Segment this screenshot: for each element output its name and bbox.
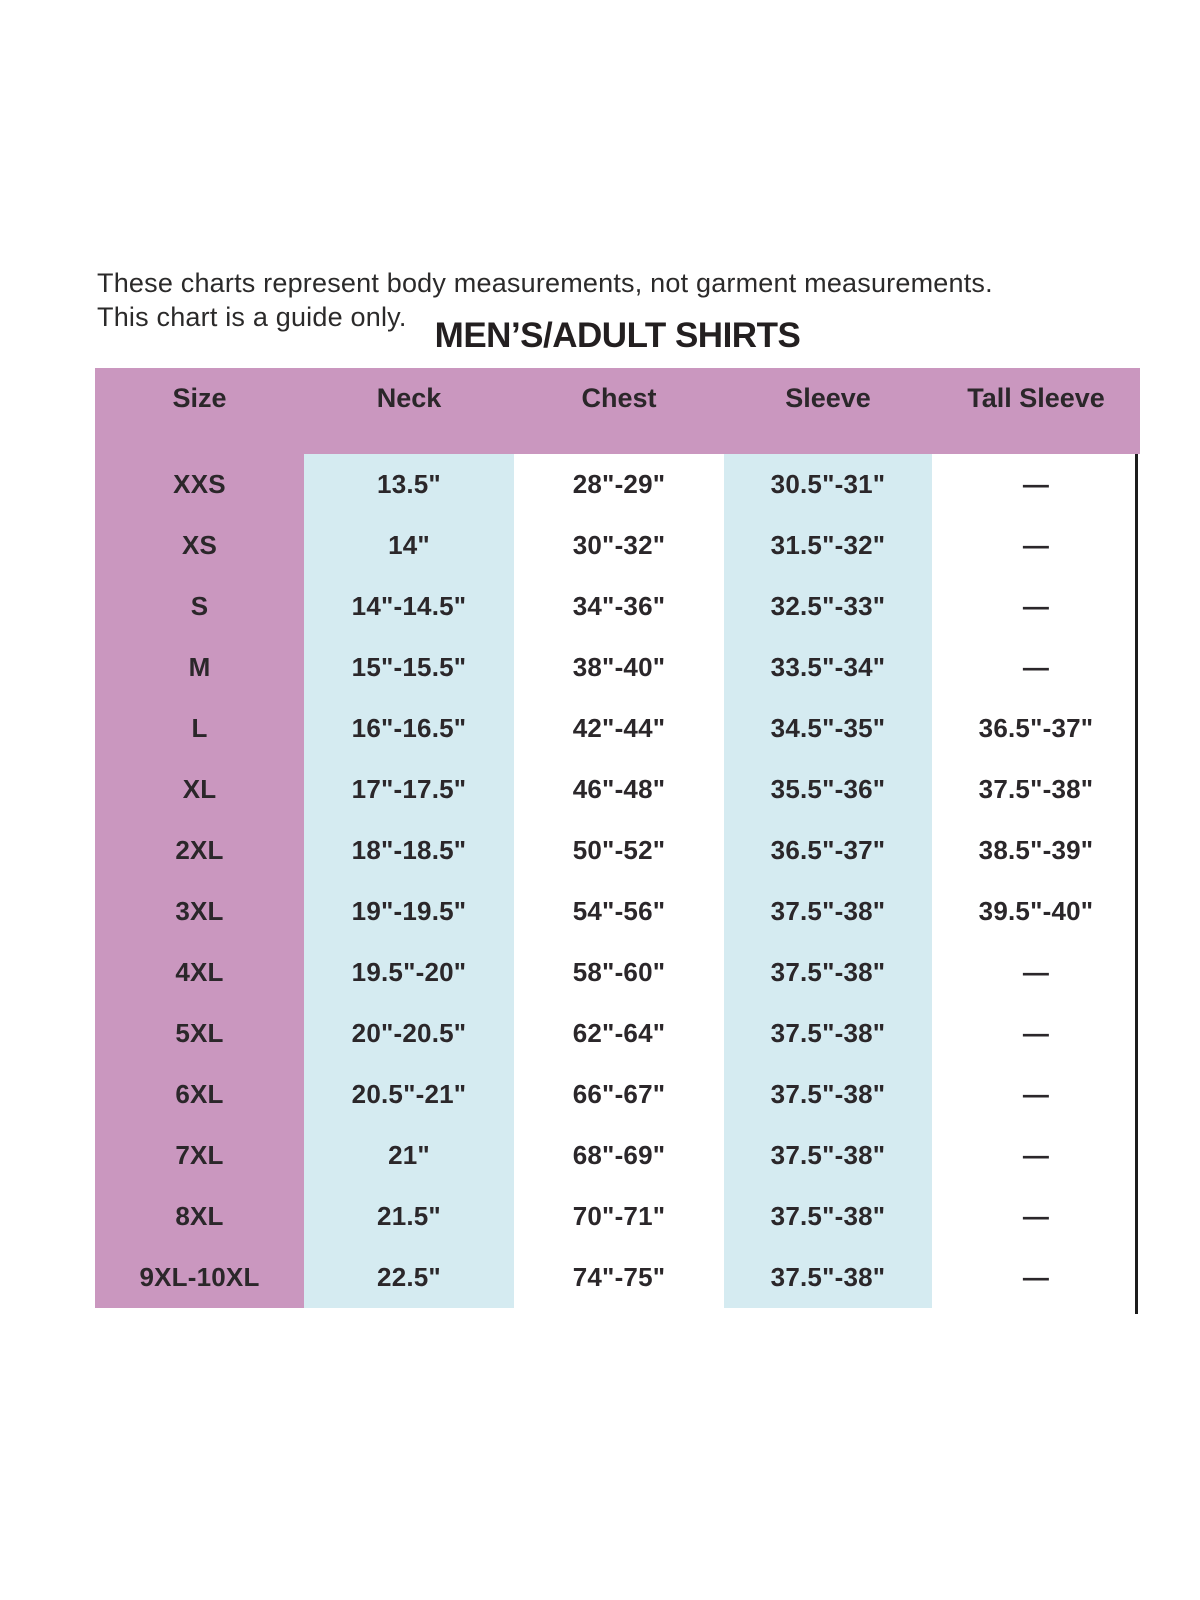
- table-row: [95, 820, 1140, 881]
- table-row: [95, 698, 1140, 759]
- neck-cell: 13.5": [304, 454, 514, 515]
- sleeve-cell: 37.5"-38": [724, 1125, 932, 1186]
- chest-cell: 68"-69": [514, 1125, 724, 1186]
- table-row: [95, 1186, 1140, 1247]
- table-row: [95, 454, 1140, 515]
- column-header-size: Size: [172, 383, 227, 413]
- sleeve-cell: 30.5"-31": [724, 454, 932, 515]
- tall-sleeve-cell: 36.5"-37": [932, 698, 1140, 759]
- table-right-border-line: [1135, 454, 1138, 1314]
- neck-cell: 16"-16.5": [304, 698, 514, 759]
- chest-cell: 74"-75": [514, 1247, 724, 1308]
- table-row: [95, 881, 1140, 942]
- neck-cell: 21": [304, 1125, 514, 1186]
- neck-cell: 22.5": [304, 1247, 514, 1308]
- column-header-sleeve: Sleeve: [785, 383, 871, 413]
- size-cell: 6XL: [95, 1064, 304, 1125]
- table-row: [95, 1125, 1140, 1186]
- table-row: [95, 515, 1140, 576]
- page-title: MEN’S/ADULT SHIRTS: [434, 316, 801, 355]
- tall-sleeve-cell: —: [932, 1064, 1140, 1125]
- size-cell: 3XL: [95, 881, 304, 942]
- sleeve-cell: 37.5"-38": [724, 1186, 932, 1247]
- sleeve-cell: 37.5"-38": [724, 1003, 932, 1064]
- size-cell: L: [95, 698, 304, 759]
- tall-sleeve-cell: —: [932, 942, 1140, 1003]
- neck-cell: 20.5"-21": [304, 1064, 514, 1125]
- neck-cell: 14": [304, 515, 514, 576]
- sleeve-cell: 36.5"-37": [724, 820, 932, 881]
- table-row: [95, 942, 1140, 1003]
- sleeve-cell: 35.5"-36": [724, 759, 932, 820]
- size-cell: 7XL: [95, 1125, 304, 1186]
- disclaimer-line-2: This chart is a guide only.: [97, 302, 407, 332]
- chest-cell: 30"-32": [514, 515, 724, 576]
- neck-cell: 19.5"-20": [304, 942, 514, 1003]
- sleeve-cell: 37.5"-38": [724, 1064, 932, 1125]
- size-cell: XXS: [95, 454, 304, 515]
- table-row: [95, 1247, 1140, 1308]
- tall-sleeve-cell: —: [932, 1125, 1140, 1186]
- column-header-chest: Chest: [581, 383, 657, 413]
- chest-cell: 66"-67": [514, 1064, 724, 1125]
- tall-sleeve-cell: —: [932, 1247, 1140, 1308]
- table-row: [95, 576, 1140, 637]
- table-row: [95, 1003, 1140, 1064]
- tall-sleeve-cell: 37.5"-38": [932, 759, 1140, 820]
- tall-sleeve-cell: —: [932, 1186, 1140, 1247]
- sleeve-cell: 37.5"-38": [724, 942, 932, 1003]
- size-cell: 2XL: [95, 820, 304, 881]
- tall-sleeve-cell: —: [932, 1003, 1140, 1064]
- chest-cell: 54"-56": [514, 881, 724, 942]
- size-cell: 8XL: [95, 1186, 304, 1247]
- chest-cell: 58"-60": [514, 942, 724, 1003]
- neck-cell: 14"-14.5": [304, 576, 514, 637]
- size-cell: S: [95, 576, 304, 637]
- chest-cell: 46"-48": [514, 759, 724, 820]
- sleeve-cell: 33.5"-34": [724, 637, 932, 698]
- size-cell: XL: [95, 759, 304, 820]
- table-row: [95, 1064, 1140, 1125]
- sleeve-cell: 31.5"-32": [724, 515, 932, 576]
- chest-cell: 38"-40": [514, 637, 724, 698]
- column-header-tall-sleeve: Tall Sleeve: [967, 383, 1105, 413]
- size-cell: 5XL: [95, 1003, 304, 1064]
- neck-cell: 19"-19.5": [304, 881, 514, 942]
- tall-sleeve-cell: —: [932, 637, 1140, 698]
- table-body: [95, 454, 1140, 1308]
- size-cell: 4XL: [95, 942, 304, 1003]
- sleeve-cell: 34.5"-35": [724, 698, 932, 759]
- chest-cell: 28"-29": [514, 454, 724, 515]
- chest-cell: 42"-44": [514, 698, 724, 759]
- tall-sleeve-cell: 39.5"-40": [932, 881, 1140, 942]
- table-row: [95, 637, 1140, 698]
- neck-cell: 21.5": [304, 1186, 514, 1247]
- sleeve-cell: 37.5"-38": [724, 1247, 932, 1308]
- size-cell: 9XL-10XL: [95, 1247, 304, 1308]
- neck-cell: 20"-20.5": [304, 1003, 514, 1064]
- tall-sleeve-cell: 38.5"-39": [932, 820, 1140, 881]
- chest-cell: 70"-71": [514, 1186, 724, 1247]
- tall-sleeve-cell: —: [932, 576, 1140, 637]
- column-header-neck: Neck: [376, 383, 442, 413]
- neck-cell: 17"-17.5": [304, 759, 514, 820]
- size-cell: XS: [95, 515, 304, 576]
- table-header-row: [95, 368, 1140, 454]
- neck-cell: 15"-15.5": [304, 637, 514, 698]
- disclaimer-line-1: These charts represent body measurements, not garment measurements.: [97, 268, 993, 298]
- chest-cell: 34"-36": [514, 576, 724, 637]
- tall-sleeve-cell: —: [932, 515, 1140, 576]
- sleeve-cell: 32.5"-33": [724, 576, 932, 637]
- neck-cell: 18"-18.5": [304, 820, 514, 881]
- size-chart-table: [95, 368, 1140, 1308]
- tall-sleeve-cell: —: [932, 454, 1140, 515]
- sleeve-cell: 37.5"-38": [724, 881, 932, 942]
- table-row: [95, 759, 1140, 820]
- size-cell: M: [95, 637, 304, 698]
- chest-cell: 62"-64": [514, 1003, 724, 1064]
- chest-cell: 50"-52": [514, 820, 724, 881]
